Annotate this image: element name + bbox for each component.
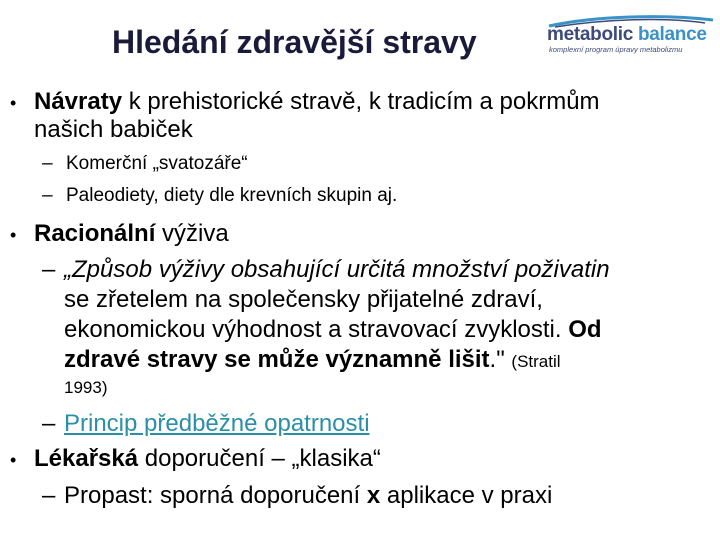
precaution-principle-link[interactable]: Princip předběžné opatrnosti — [64, 410, 370, 437]
bullet-icon: • — [10, 93, 17, 113]
logo-brand-main: metabolic — [547, 24, 633, 45]
list-item — [34, 220, 229, 248]
bullet-icon: • — [10, 225, 17, 245]
bullet-icon: • — [10, 450, 17, 470]
dash-icon: – — [42, 185, 53, 206]
metabolic-balance-logo — [545, 14, 717, 54]
dash-icon: – — [42, 256, 56, 283]
sub-list-item: Paleodiety, diety dle krevních skupin aj. — [66, 185, 398, 206]
logo-wordmark — [547, 24, 707, 46]
dash-icon: – — [42, 153, 53, 174]
citation: 1993) — [64, 378, 108, 397]
quote-bold: Od — [568, 316, 602, 343]
item-text: doporučení – „klasika“ — [138, 445, 381, 472]
sub-item-bold: x — [366, 482, 381, 509]
sub-item-text: aplikace v praxi — [380, 482, 553, 509]
item-bold-term: Návraty — [34, 88, 123, 115]
sub-list-item: Komerční „svatozáře“ — [66, 153, 248, 174]
slide-title: Hledání zdravější stravy — [112, 24, 477, 60]
list-item — [34, 88, 600, 116]
citation: (Stratil — [511, 352, 561, 371]
quote-line: se zřetelem na společensky přijatelné zdraví, — [64, 286, 543, 313]
quote-text: ." — [489, 346, 512, 373]
item-text: výživa — [155, 220, 229, 247]
logo-tagline: komplexní program úpravy metabolizmu — [549, 45, 683, 54]
quote-line — [64, 316, 602, 344]
item-text: k prehistorické stravě, k tradicím a pokrmům — [122, 88, 600, 115]
sub-item-text: Propast: sporná doporučení — [64, 482, 367, 509]
list-item — [34, 445, 381, 473]
item-continuation: našich babiček — [34, 116, 193, 143]
item-bold-term: Racionální — [34, 220, 156, 247]
sub-list-item — [64, 482, 552, 510]
logo-brand-accent: balance — [637, 24, 707, 45]
dash-icon: – — [42, 482, 56, 509]
quote-bold: zdravé stravy se může významně lišit — [64, 346, 490, 373]
item-bold-term: Lékařská — [34, 445, 139, 472]
quote-line — [64, 346, 561, 376]
dash-icon: – — [42, 410, 56, 437]
quote-line: „Způsob výživy obsahující určitá množství poživatin — [64, 256, 610, 283]
quote-text: ekonomickou výhodnost a stravovací zvyklosti. — [64, 316, 569, 343]
